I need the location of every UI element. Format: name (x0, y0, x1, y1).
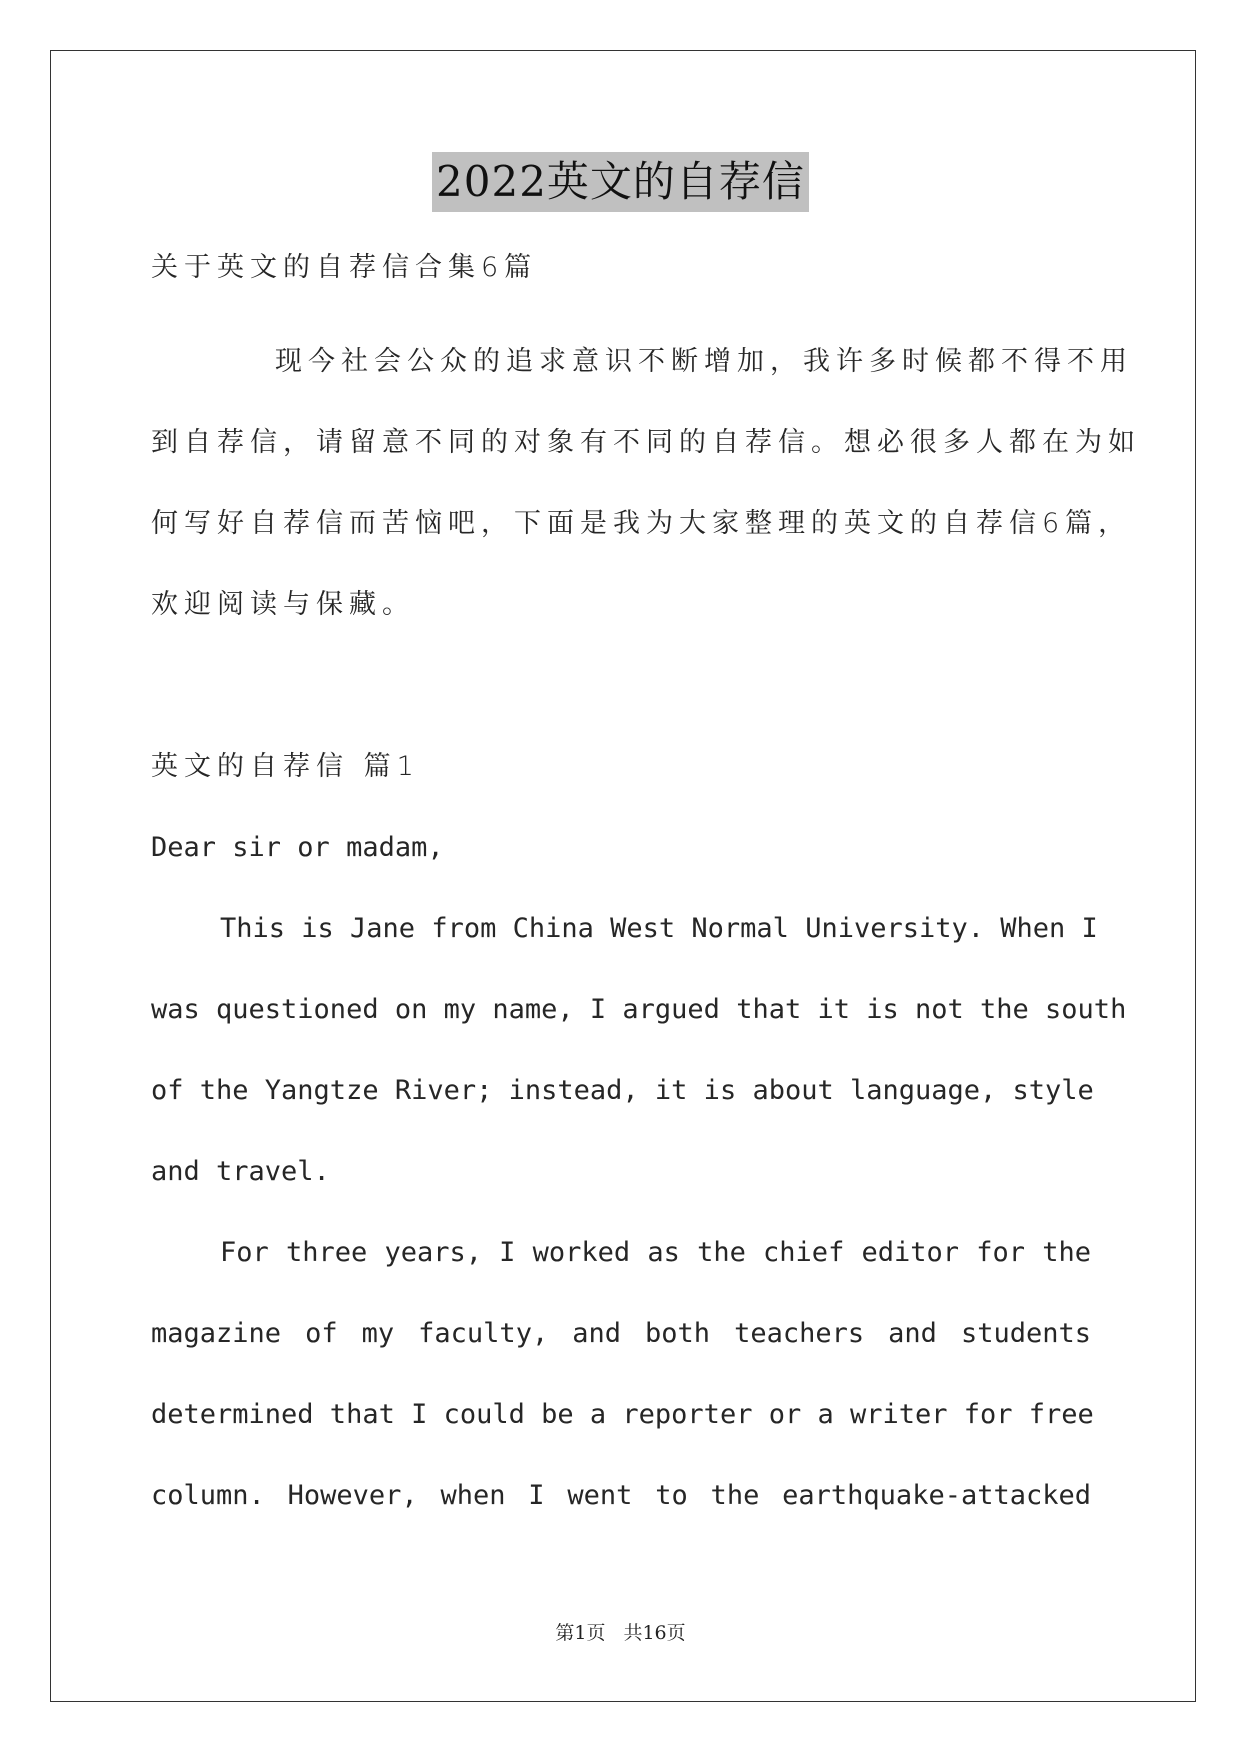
paragraph-line: and travel. (151, 1156, 330, 1187)
page-total: 共16页 (623, 1622, 686, 1644)
paragraph-line: magazine of my faculty, and both teachers and students (151, 1318, 1091, 1349)
paragraph-line: This is Jane from China West Normal University. When I (220, 913, 1098, 944)
paragraph-line: of the Yangtze River; instead, it is about language, style (151, 1075, 1094, 1106)
intro-line: 到自荐信，请留意不同的对象有不同的自荐信。想必很多人都在为如 (151, 427, 1141, 458)
section-heading: 英文的自荐信 篇1 (151, 751, 420, 782)
paragraph-line: column. However, when I went to the earthquake-attacked (151, 1480, 1091, 1511)
salutation: Dear sir or madam, (151, 832, 444, 863)
paragraph-line: was questioned on my name, I argued that it is not the south (151, 994, 1127, 1025)
paragraph-line: determined that I could be a reporter or a writer for free (151, 1399, 1094, 1430)
paragraph-line: For three years, I worked as the chief editor for the (220, 1237, 1091, 1268)
intro-line: 何写好自荐信而苦恼吧，下面是我为大家整理的英文的自荐信6篇， (151, 508, 1132, 539)
intro-line: 现今社会公众的追求意识不断增加，我许多时候都不得不用 (275, 346, 1133, 377)
page-number: 第1页 (555, 1622, 606, 1644)
page-footer (0, 1618, 1241, 1648)
document-title: 2022英文的自荐信 (432, 152, 809, 212)
title-container (0, 152, 1241, 212)
page-frame (50, 50, 1196, 1702)
intro-line: 欢迎阅读与保藏。 (151, 589, 415, 620)
subtitle: 关于英文的自荐信合集6篇 (151, 252, 538, 283)
